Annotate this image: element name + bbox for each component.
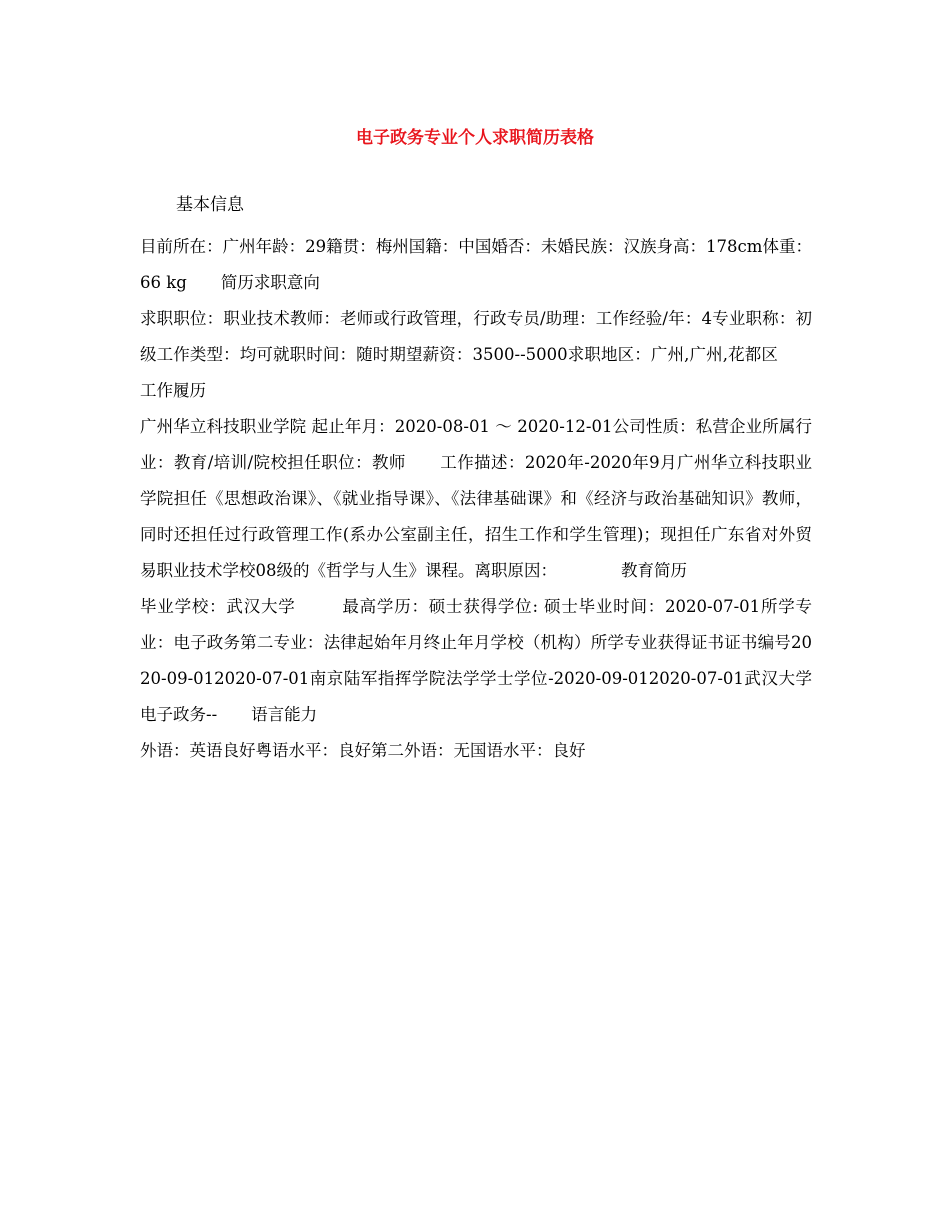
section-heading-education: 教育简历 [621,561,687,580]
work-description-text: 工作描述：2020年-2020年9月广州华立科技职业学院担任《思想政治课》、《就业指导课》、《法律基础课》和《经济与政治基础知识》教师，同时还担任过行政管理工作(系办公室副主任，招生工作和学生管理)；现担任广东省对外贸易职业技术学校08级的《哲学与人生》课程。离职原因： [140,453,812,580]
section-heading-work-history: 工作履历 [140,381,206,400]
work-history-text: 广州华立科技职业学院 起止年月：2020-08-01 ～ 2020-12-01公司性质：私营企业所属行业：教育/培训/院校担任职位：教师 [140,417,812,472]
language-text: 外语：英语良好粤语水平：良好第二外语：无国语水平：良好 [140,741,586,760]
document-body [140,229,812,769]
personal-info-text: 目前所在：广州年龄：29籍贯：梅州国籍：中国婚否：未婚民族：汉族身高：178cm体重：66 kg [140,237,812,292]
section-heading-basic-info: 基本信息 [176,195,244,215]
paragraph-language [140,733,812,769]
page-title: 电子政务专业个人求职简历表格 [356,128,594,148]
paragraph-job-intention [140,301,812,409]
job-intention-text: 求职职位：职业技术教师：老师或行政管理，行政专员/助理：工作经验/年：4专业职称：初级工作类型：均可就职时间：随时期望薪资：3500--5000求职地区：广州,广州,花都区 [140,309,812,364]
section-heading-language: 语言能力 [251,705,318,724]
education-school-text: 毕业学校：武汉大学 [140,597,296,616]
paragraph-work-history [140,409,812,589]
paragraph-education [140,589,812,733]
education-detail-text: 最高学历：硕士获得学位: 硕士毕业时间：2020-07-01所学专业：电子政务第二专业：法律起始年月终止年月学校（机构）所学专业获得证书证书编号2020-09-012020-07-01南京陆军指挥学院法学学士学位-2020-09-012020-07-01武汉大学电子政务-- [140,597,813,724]
paragraph-personal-info [140,229,812,301]
section-heading-job-intention: 简历求职意向 [220,273,320,292]
